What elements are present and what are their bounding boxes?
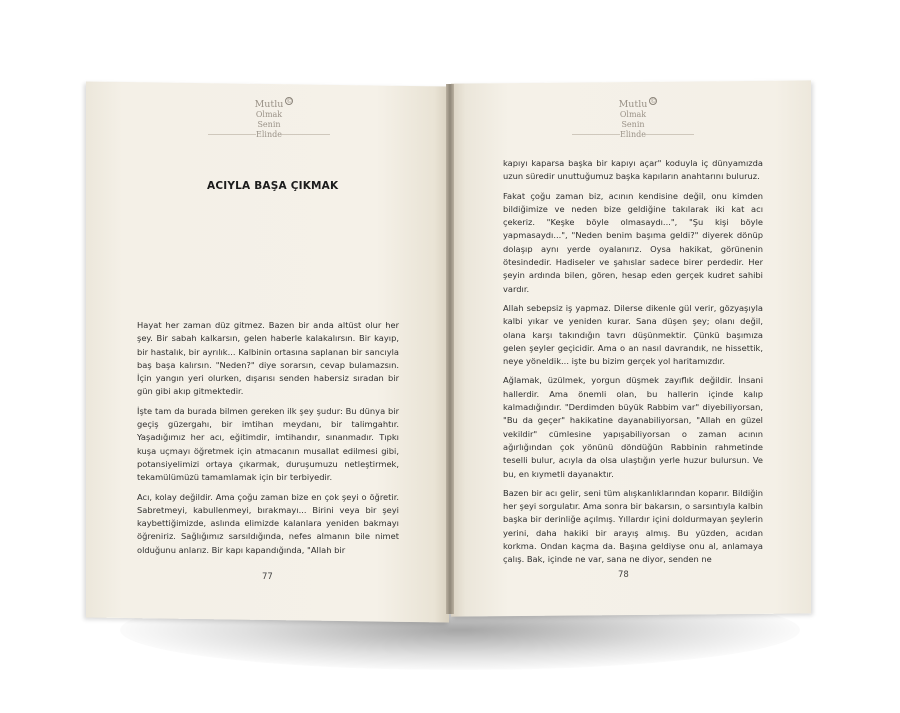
page-number-right: 78 (618, 570, 629, 580)
logo-mark-icon: © (650, 98, 657, 105)
paragraph: Fakat çoğu zaman biz, acının kendisine değil, onu kimden bildiğimize ve neden bize geldiğine takılarak iki kat acı çekeriz. "Keşke böyle olmasaydı...", "Şu kişi böyle yapmasaydı...", "Neden benim başıma geldi?" diyerek dönüp dolaşıp aynı yerde oyalanırız. Oysa hakikat, görünenin ötesindedir. Hadiseler ve şahıslar sadece birer perdedir. Her şeyin ardında bilen, gören, hesap eden gerçek kudret sahibi vardır. (503, 190, 763, 294)
logo-mark-icon: © (286, 98, 293, 105)
logo-line-1: Mutlu (254, 99, 284, 110)
logo-line-2: Olmak (619, 110, 647, 119)
logo-line-1: Mutlu (618, 99, 648, 110)
paragraph: Acı, kolay değildir. Ama çoğu zaman bize en çok şeyi o öğretir. Sabretmeyi, kabullenmeyi, bırakmayı... Birini veya bir şeyi kaybettiğimizde, aslında elimizde kalanlara yeniden bakmayı öğreniriz. Sağlığımız sarsıldığında, nefes almanın bile nimet olduğunu anlarız. Bir kapı kapandığında, "Allah bir (137, 491, 399, 555)
right-header-logo (578, 100, 688, 140)
logo-rule-right (646, 134, 694, 135)
right-page-text (503, 157, 763, 573)
logo-rule-right (282, 134, 330, 135)
logo-rule-left (572, 134, 620, 135)
logo-line-2: Olmak (255, 110, 283, 119)
logo-line-3: Senin (257, 120, 281, 129)
paragraph: Ağlamak, üzülmek, yorgun düşmek zayıflık değildir. İnsani hallerdir. Ama önemli olan, bu hallerin içinde kalıp kalmadığındır. "Derdimden büyük Rabbim var" diyebiliyorsan, "Bu da geçer" hakikatine dayanabiliyorsan, "Allah en güzel vekildir" cümlesine yapışabiliyorsan o zaman acının ağırlığından çok yönünü döndüğün Rabbinin rahmetinde teselli bulur, acıyla da olsa ulaştığın yerle huzur bulursun. Ve bu, en kıymetli dayanaktır. (503, 375, 763, 479)
chapter-title: ACIYLA BAŞA ÇIKMAK (207, 180, 339, 192)
logo-rule-left (208, 134, 256, 135)
left-header-logo (214, 100, 324, 140)
paragraph: İşte tam da burada bilmen gereken ilk şey şudur: Bu dünya bir geçiş güzergahı, bir imtihan meydanı, bir talimgahtır. Yaşadığımız her acı, eğitimdir, imtihandır, sınanmadır. Tıpkı kuşa uçmayı öğretmek için atmacanın musallat edilmesi gibi, potansiyelimizi ortaya çıkarmak, duruşumuzu netleştirmek, tekamülümüzü tamamlamak için bir terbiyedir. (137, 405, 399, 483)
logo-line-4: Elinde (620, 130, 646, 139)
paragraph: Allah sebepsiz iş yapmaz. Dilerse dikenle gül verir, gözyaşıyla kalbi yıkar ve yeniden kurar. Sana düşen şey; olanı değil, olana karşı takındığın tavrı düşünmektir. Çünkü başımıza gelen şeyler geçicidir. Ama o an nasıl davrandık, ne hissettik, neye yöneldik... işte bu bizim gerçek yol haritamızdır. (503, 302, 763, 367)
logo-line-3: Senin (621, 120, 645, 129)
paragraph: kapıyı kaparsa başka bir kapıyı açar" koduyla iç dünyamızda uzun süredir unuttuğumuz başka kapıların anahtarını buluruz. (503, 158, 763, 182)
logo-line-4: Elinde (256, 130, 282, 139)
paragraph: Bazen bir acı gelir, seni tüm alışkanlıklarından koparır. Bildiğin her şeyi sorgulatır. Ama sonra bir bakarsın, o sarsıntıyla kalbin başka bir derinliğe açılmış. Yıllardır içini doldurmayan şeylerin yerini, daha hakiki bir arayış almış. Bu yüzden, acıdan korkma. Ondan kaçma da. Başına geldiyse onu al, anlamaya çalış. Bak, içinde ne var, sana ne diyor, senden ne (503, 487, 763, 565)
paragraph: Hayat her zaman düz gitmez. Bazen bir anda altüst olur her şey. Bir sabah kalkarsın, gelen haberle kalakalırsın. Bir kayıp, bir hastalık, bir ayrılık... Kalbinin ortasına saplanan bir sancıyla baş başa kalırsın. "Neden?" diye sorarsın, cevap bulamazsın. İçin yangın yeri olurken, dışarısı senden habersiz sıradan bir gün gibi akıp gitmektedir. (137, 320, 399, 397)
book-spine (446, 84, 454, 614)
left-page-text (137, 319, 399, 563)
page-number-left: 77 (262, 572, 273, 582)
